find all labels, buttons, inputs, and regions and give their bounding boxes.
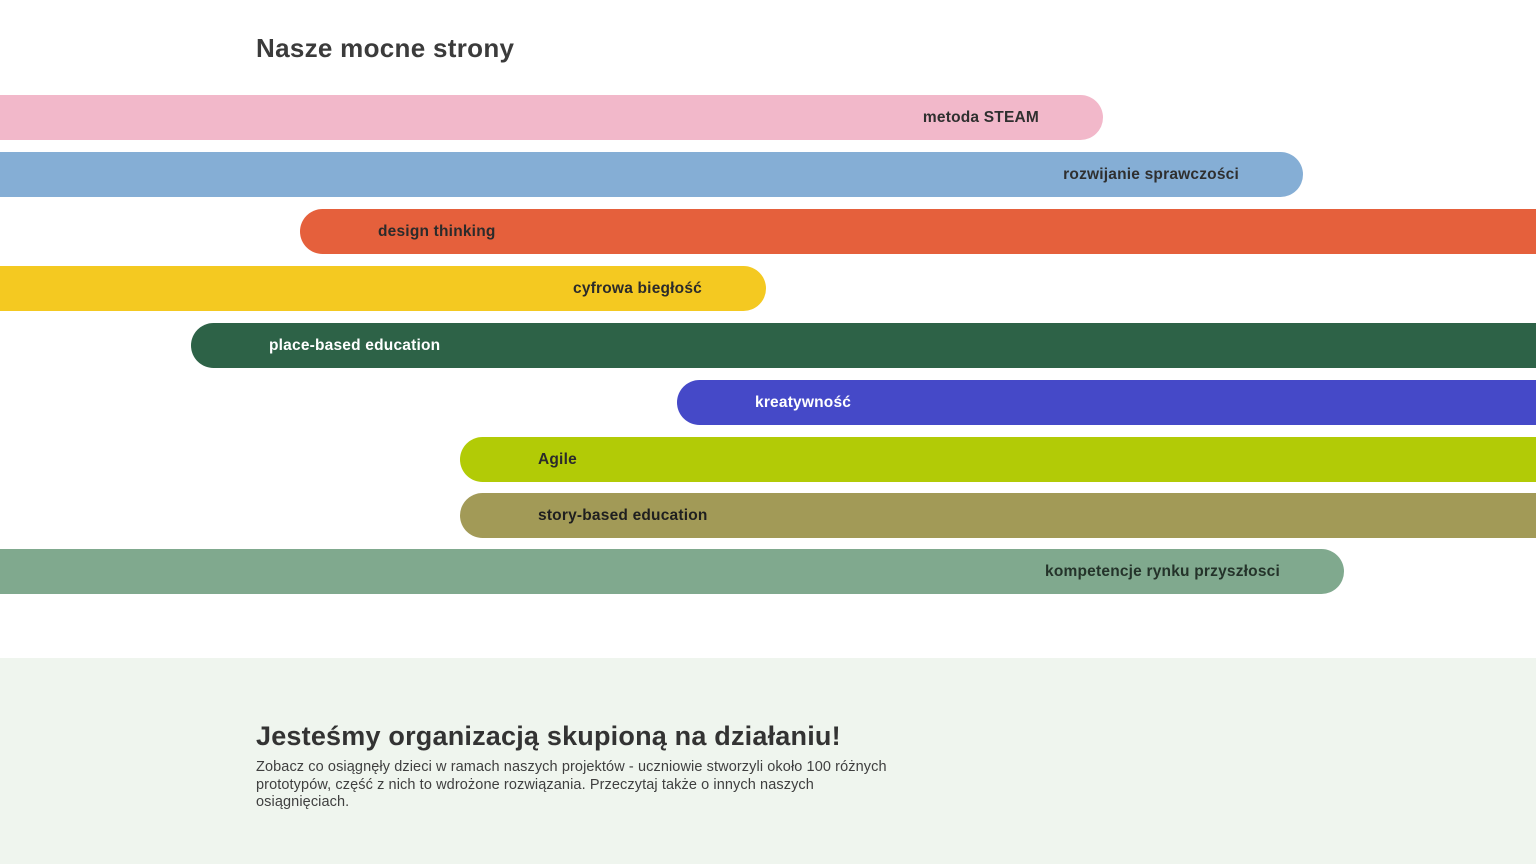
strength-bar-label: Agile: [538, 450, 577, 468]
strength-bar-label: metoda STEAM: [922, 108, 1039, 126]
strength-bar-label: cyfrowa biegłość: [573, 279, 702, 297]
strength-bar-label: design thinking: [378, 222, 496, 240]
strength-bar: [460, 493, 1536, 538]
strength-bar-label: story-based education: [538, 506, 708, 524]
strength-bar: [677, 380, 1536, 425]
cta-heading: Jesteśmy organizacją skupioną na działaniu!: [256, 721, 841, 751]
strength-bar-label: place-based education: [269, 336, 441, 354]
strength-bar-label: rozwijanie sprawczości: [1063, 165, 1239, 183]
strength-bar-label: kompetencje rynku przyszłosci: [1045, 562, 1280, 580]
cta-body-text: Zobacz co osiągnęły dzieci w ramach naszych projektów - uczniowie stworzyli około 100 różnych prototypów, część z nich to wdrożone rozwiązania. Przeczytaj także o innych naszych osiągnięciach.: [256, 759, 887, 811]
strength-bar: [0, 95, 1103, 140]
strength-bar: [460, 437, 1536, 482]
strength-bar: [0, 549, 1344, 594]
strength-bar: [0, 266, 766, 311]
strength-bar-label: kreatywność: [755, 393, 852, 411]
strength-bar: [300, 209, 1536, 254]
cta-section: [0, 658, 1536, 864]
strength-bar: [191, 323, 1536, 368]
section-title: Nasze mocne strony: [256, 33, 515, 63]
strength-bar: [0, 152, 1303, 197]
